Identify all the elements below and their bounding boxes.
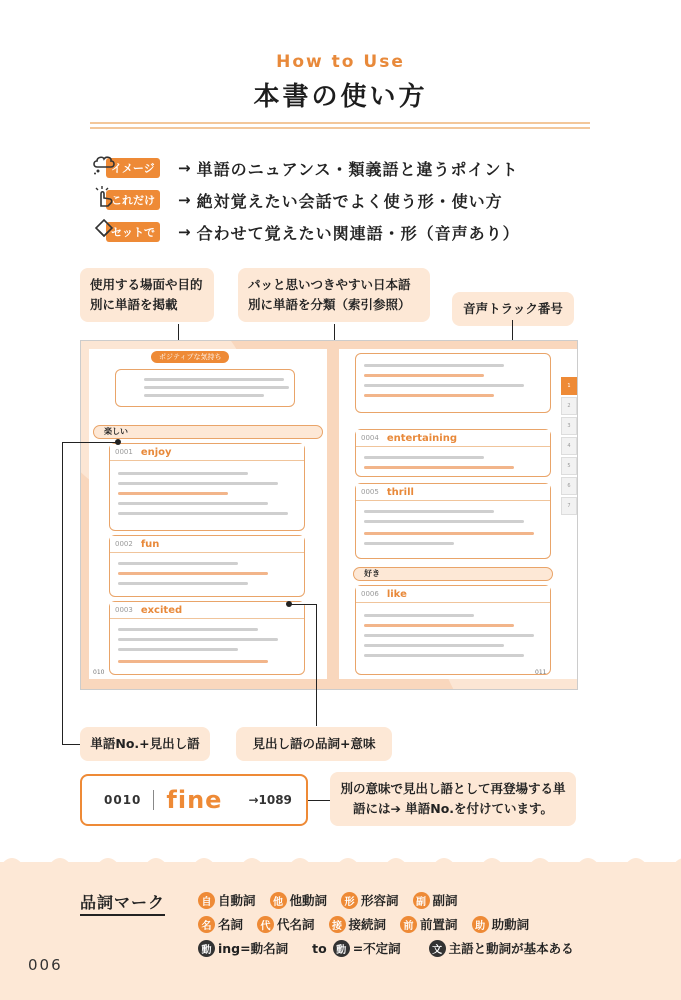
intro-box [115,369,295,407]
entry-word: thrill [386,486,414,498]
pos-mark: 文 主語と動詞が基本ある [429,939,574,957]
callout-scene: 使用する場面や目的別に単語を掲載 [80,268,214,322]
entry-card: 0005 thrill [355,483,551,559]
pos-mark: 名 名詞 [198,915,243,933]
leader-line [316,604,317,726]
entry-card: 0003 excited [109,601,305,675]
legend-tag: イメージ [106,158,160,178]
legend-text: 絶対覚えたい会話でよく使う形・使い方 [196,191,503,211]
entry-card [355,353,551,413]
pos-mark: 形 形容詞 [341,891,399,909]
thought-bubble-icon [92,153,116,177]
pointing-hand-icon [92,185,116,209]
leader-line [62,442,63,744]
pos-mark: 代 代名詞 [257,915,315,933]
category-banner: ポジティブな気持ち [151,351,229,363]
word-number: 0010 [104,793,142,807]
pos-mark: 前 前置詞 [400,915,458,933]
chapter-tabs: 1 2 3 4 5 6 7 [561,377,577,517]
callout-pos-meaning: 見出し語の品詞+意味 [236,727,392,761]
cross-reference: →1089 [248,793,292,807]
leader-dot [115,439,121,445]
legend-row [92,216,520,248]
legend-text: 単語のニュアンス・類義語と違うポイント [196,159,519,179]
entry-card: 0004 entertaining [355,429,551,477]
pos-mark-title: 品詞マーク [80,890,165,913]
section-heading: 好き [353,567,553,581]
entry-word: enjoy [140,446,172,458]
pos-mark: 接 接続詞 [329,915,387,933]
leader-line [62,442,118,443]
arrow-icon: → [178,191,191,209]
leader-line [62,744,80,745]
legend-text: 合わせて覚えたい関連語・形（音声あり） [196,223,520,243]
headword: fine [166,786,223,814]
diamond-stack-icon [92,217,116,241]
entry-word: like [386,588,407,600]
page-number: 006 [28,956,63,974]
sample-page-number: 011 [535,669,547,676]
entry-word: fun [140,538,160,550]
pos-mark: 動 ing=動名詞 [198,939,288,957]
sample-right-page [339,349,577,679]
section-heading: 楽しい [93,425,323,439]
sample-spread [80,340,578,690]
pos-mark: 自 自動詞 [198,891,256,909]
icon-legend [92,152,520,248]
callout-track: 音声トラック番号 [452,292,574,326]
pos-mark-list [198,888,588,960]
callout-category: パッと思いつきやすい日本語別に単語を分類（索引参照） [238,268,430,322]
legend-row [92,184,520,216]
divider [90,122,590,124]
divider [90,127,590,129]
entry-card: 0006 like [355,585,551,675]
entry-word: entertaining [386,432,458,444]
pos-mark: 他 他動詞 [270,891,328,909]
entry-card: 0002 fun [109,535,305,597]
legend-tag: セットで [106,222,160,242]
callout-word-no: 単語No.+見出し語 [80,727,210,761]
arrow-icon: → [178,159,191,177]
sample-left-page [89,349,327,679]
sample-page-number: 010 [93,669,105,676]
leader-dot [286,601,292,607]
callout-reappear: 別の意味で見出し語として再登場する単語には➔ 単語No.を付けています。 [330,772,576,826]
legend-tag: これだけ [106,190,160,210]
pos-mark: 助 助動詞 [472,915,530,933]
leader-line [290,604,317,605]
entry-card: 0001 enjoy [109,443,305,531]
leader-line [308,800,330,801]
entry-word: excited [140,604,183,616]
page-subtitle: How to Use [276,52,405,72]
legend-row [92,152,520,184]
pos-mark: 副 副詞 [413,891,458,909]
arrow-icon: → [178,223,191,241]
page-title: 本書の使い方 [253,82,428,112]
pos-mark: to 動 =不定詞 [312,940,401,956]
reference-example [80,774,308,826]
